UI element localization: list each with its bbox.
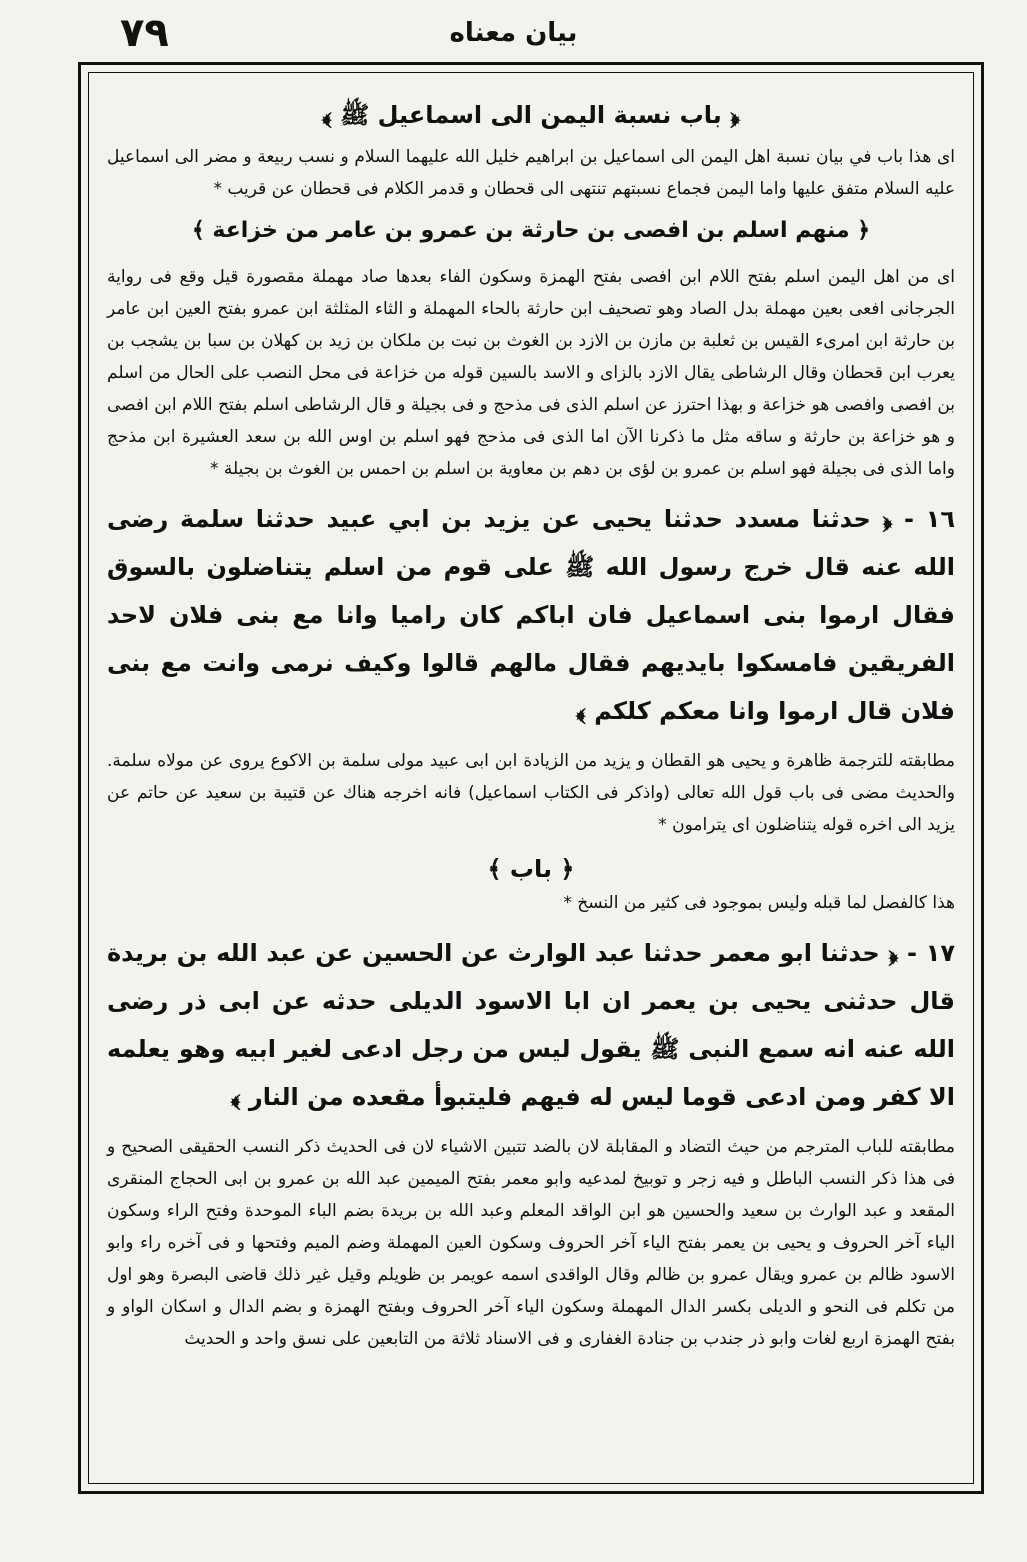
page-body <box>88 72 974 1484</box>
commentary-paragraph: مطابقته للترجمة ظاهرة و يحيى هو القطان و يزيد من الزيادة ابن ابى عبيد مولى سلمة بن الاكوع يروى عن مولاه سلمة. والحديث مضى فى باب قول الله تعالى (واذكر فى الكتاب اسماعيل) فانه اخرجه هناك عن قتيبة بن سعيد عن حاتم عن يزيد الى اخره قوله يتناضلون اى يترامون * <box>107 751 955 835</box>
page-header <box>0 0 1027 62</box>
commentary-paragraph: اى من اهل اليمن اسلم بفتح اللام ابن افصى بفتح الهمزة وسكون الفاء بعدها صاد مهملة مقصورة قيل وقع فى رواية الجرجانى افعى بعين مهملة بدل الصاد وهو تصحيف ابن حارثة بالحاء المهملة و الثاء المثلثة ابن عمرو بفتح العين ابن عامر بن حارثة ابن امرىء القيس بن ثعلبة بن مازن بن الازد بن الغوث بن نبت بن ملكان بن زيد بن كهلان بن سبا بن يشجب بن يعرب ابن قحطان وقال الرشاطى يقال الازد بالزاى و الاسد بالسين قوله من خزاعة فى محل النصب على الحال من اسلم بن افصى وافصى هو خزاعة و بهذا احترز عن اسلم الذى فى مذحج و فى بجيلة و قال الرشاطى اسلم بفتح اللام ابن افصى و هو خزاعة بن حارثة و ساقه مثل ما ذكرنا الآن اما الذى فى مذحج فهو اسلم بن اوس الله بن سعد العشيرة ابن مذحج واما الذى فى بجيلة فهو اسلم بن عمرو بن لؤى بن دهم بن معاوية بن اسلم بن احمس بن الغوث بن بجيلة * <box>107 267 955 479</box>
chapter-title: ﴿ باب نسبة اليمن الى اسماعيل ﷺ ﴾ <box>322 101 740 129</box>
hadith-text: ١٦ - ﴿ حدثنا مسدد حدثنا يحيى عن يزيد بن ابي عبيد حدثنا سلمة رضى الله عنه قال خرج رسول الله ﷺ على قوم من اسلم يتناضلون بالسوق فقال ارموا بنى اسماعيل فان اباكم كان راميا وانا مع بنى فلان لاحد الفريقين فامسكوا بايديهم فقال مالهم قالوا وكيف نرمى وانت مع بنى فلان قال ارموا وانا معكم كلكم ﴾ <box>107 505 955 725</box>
commentary-paragraph: مطابقته للباب المترجم من حيث التضاد و المقابلة لان بالضد تتبين الاشياء لان فى الحديث ذكر النسب الحقيقى الصحيح و فى هذا ذكر النسب الباطل و فيه زجر و توبيخ لمدعيه وابو معمر بفتح الميمين عبد الله بن عمرو بن ابى الحجاج المنقرى المقعد و عبد الوارث بن سعيد والحسين هو ابن الواقد المعلم وعبد الله بن بريدة بضم الباء الموحدة وفتح الراء وسكون الياء آخر الحروف و يحيى بن يعمر بفتح الياء آخر الحروف وسكون العين المهملة وضم الميم وفتحها و فى آخره راء وابو الاسود ظالم بن عمرو ويقال عمرو بن ظالم وقال الواقدى اسمه عويمر بن ظويلم وقيل غير ذلك قاضى البصرة وهو اول من تكلم فى النحو و الديلى بكسر الدال المهملة وسكون الياء آخر الحروف وبفتح الهمزة و بضم الدال و اسكان الواو و بفتح الهمزة اربع لغات وابو ذر جندب بن جنادة الغفارى و فى الاسناد ثلاثة من التابعين على نسق واحد و الحديث <box>107 1137 955 1349</box>
lineage-heading: ﴿ منهم اسلم بن افصى بن حارثة بن عمرو بن عامر من خزاعة ﴾ <box>191 218 871 243</box>
bab-heading: ﴿ باب ﴾ <box>487 855 575 883</box>
hadith-text: ١٧ - ﴿ حدثنا ابو معمر حدثنا عبد الوارث عن الحسين عن عبد الله بن بريدة قال حدثنى يحيى بن يعمر ان ابا الاسود الديلى حدثه عن ابى ذر رضى الله عنه انه سمع النبى ﷺ يقول ليس من رجل ادعى لغير ابيه وهو يعلمه الا كفر ومن ادعى قوما ليس له فيهم فليتبوأ مقعده من النار ﴾ <box>107 939 955 1111</box>
running-head: بيان معناه <box>449 18 578 48</box>
commentary-paragraph: اى هذا باب في بيان نسبة اهل اليمن الى اسماعيل بن ابراهيم خليل الله عليهما السلام و نسب ربيعة و مضر الى اسماعيل عليه السلام متفق عليها واما اليمن فجماع نسبتهم تنتهى الى قحطان و قدمر الكلام فى قحطان عن قريب * <box>107 147 955 199</box>
page-number: ۷۹ <box>120 10 169 56</box>
bab-note: هذا كالفصل لما قبله وليس بموجود فى كثير من النسخ * <box>563 893 955 913</box>
